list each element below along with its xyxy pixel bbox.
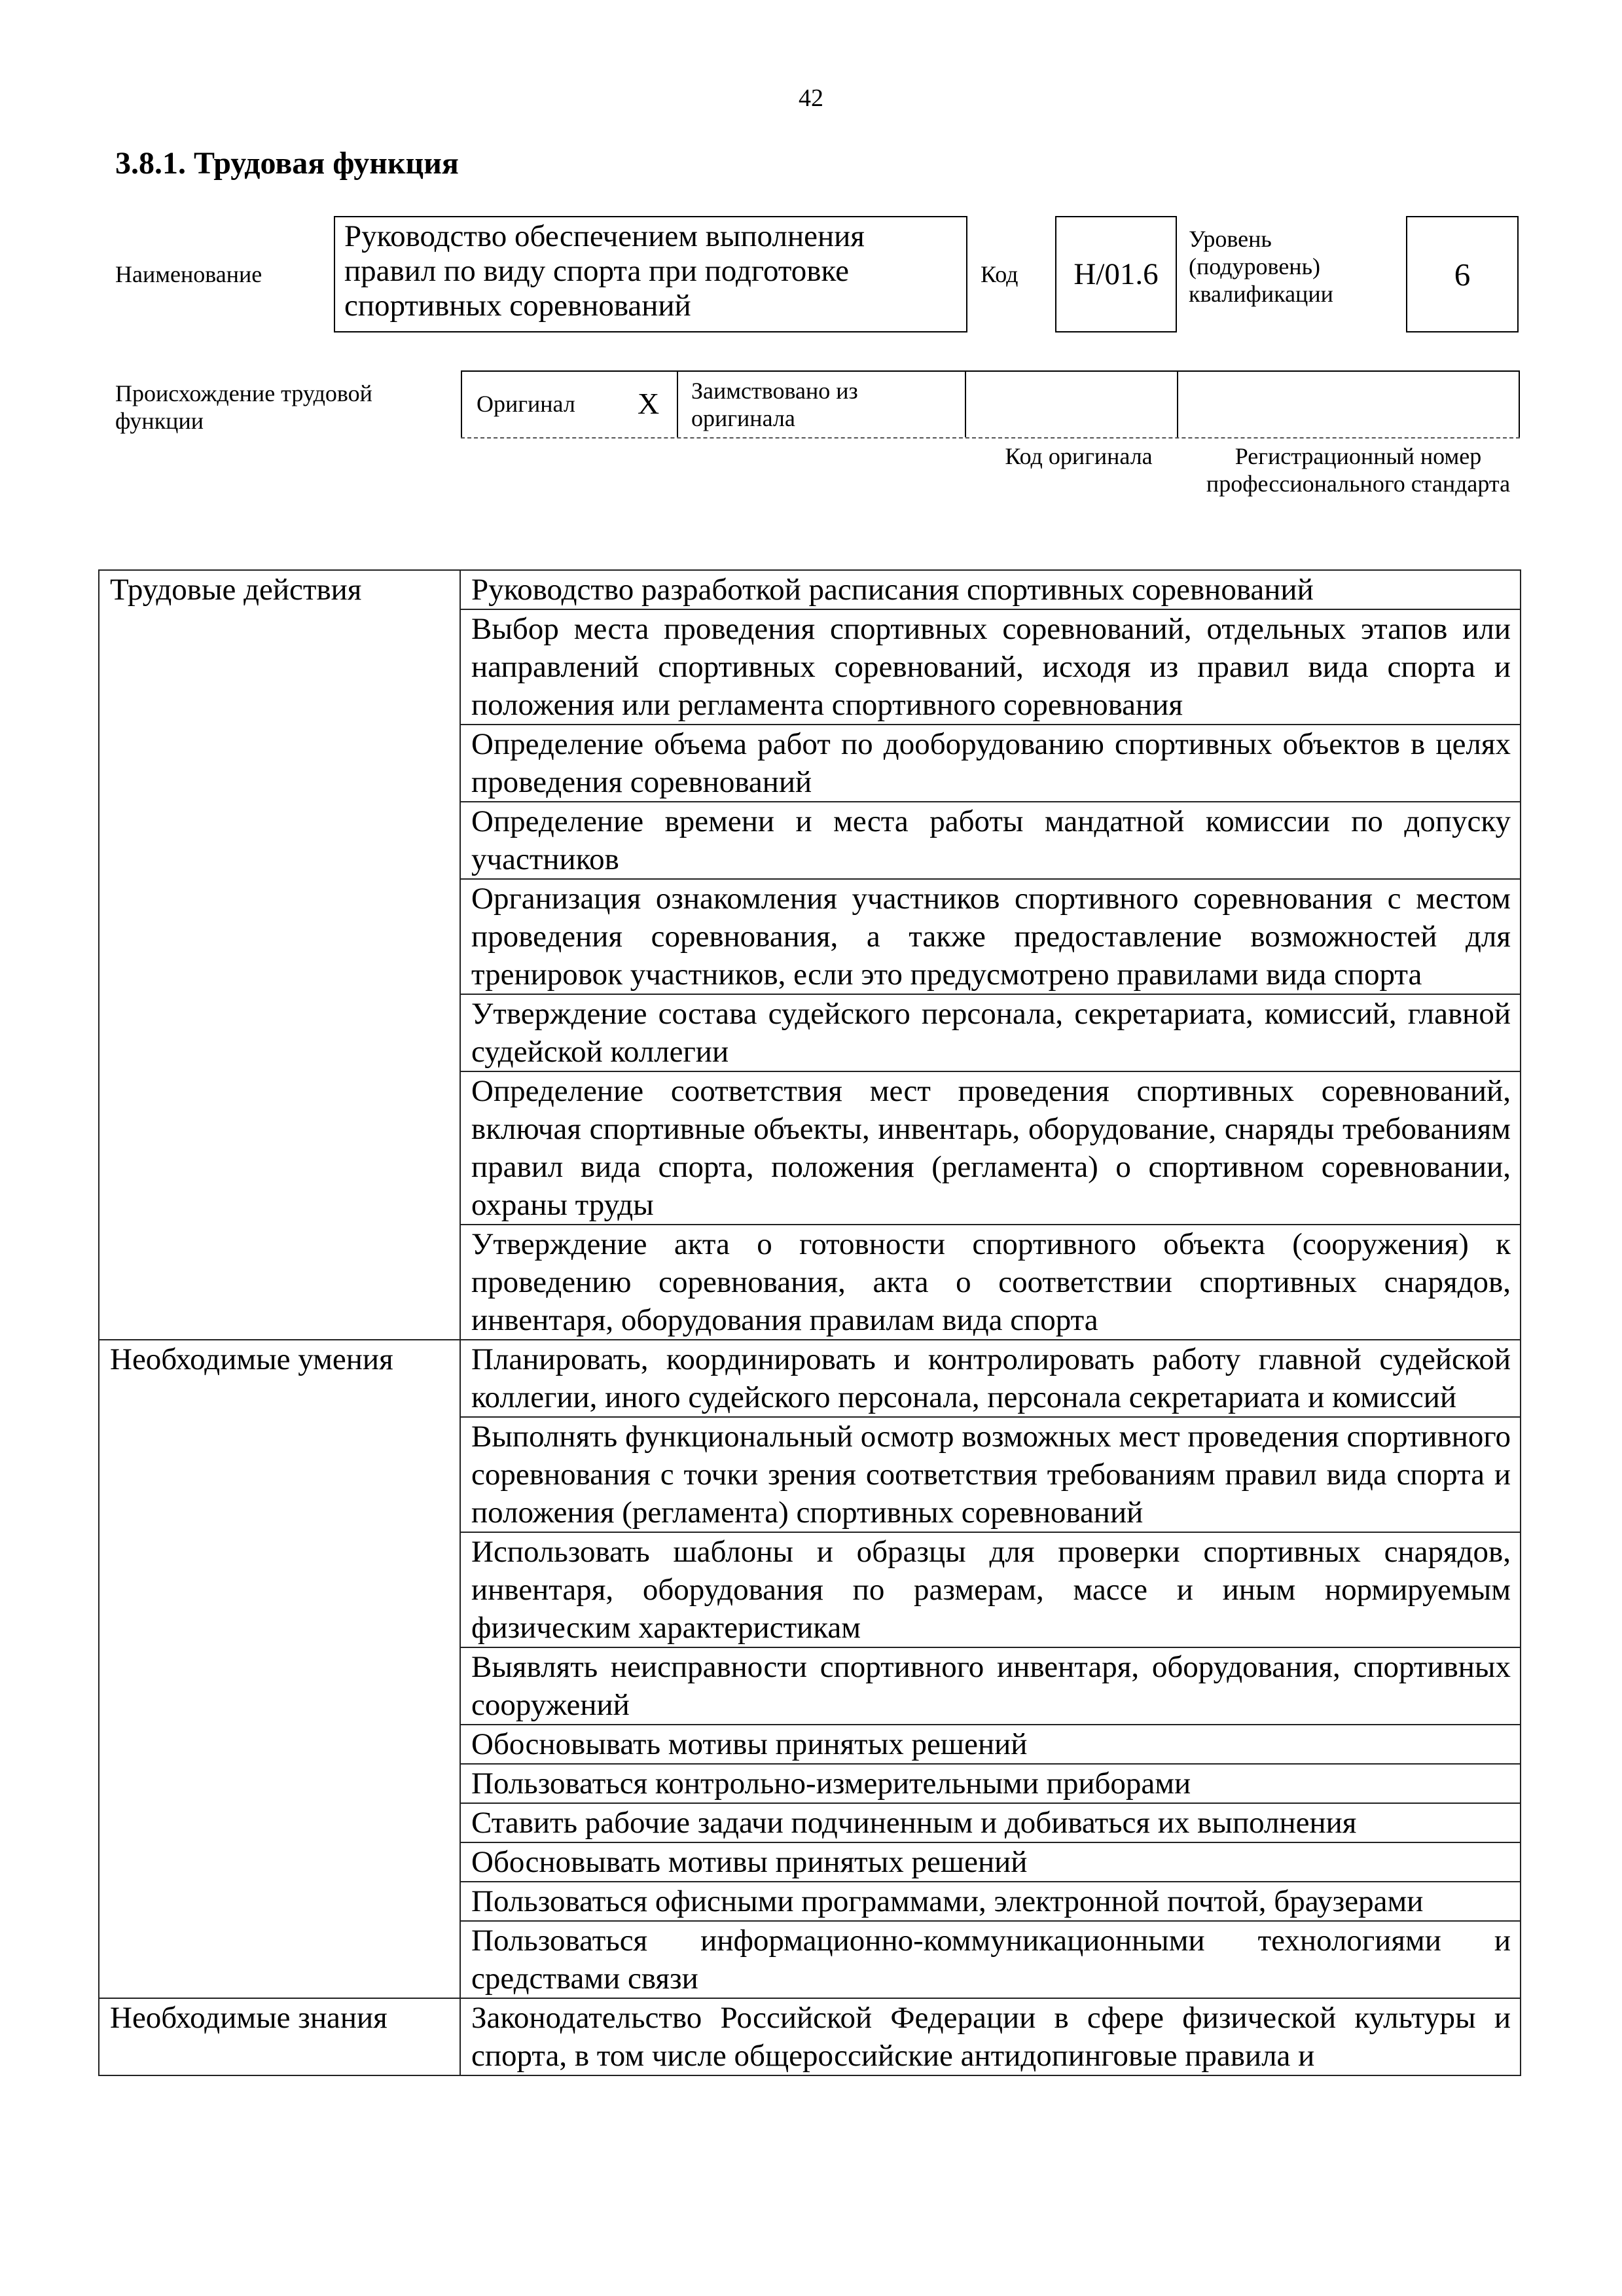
- labor-action-item: Определение объема работ по дооборудованию спортивных объектов в целях проведения соревнований: [460, 725, 1521, 802]
- section-title: 3.8.1. Трудовая функция: [115, 146, 459, 181]
- name-value: Руководство обеспечением выполнения правил по виду спорта при подготовке спортивных соревнований: [334, 216, 967, 332]
- labor-action-item: Организация ознакомления участников спортивного соревнования с местом проведения соревнования, а также предоставление возможностей для тренировок участников, если это предусмотрено правилами вида спорта: [460, 879, 1521, 994]
- name-label: Наименование: [115, 261, 262, 287]
- table-row: [99, 570, 1521, 609]
- skill-item: Использовать шаблоны и образцы для проверки спортивных снарядов, инвентаря, оборудования по размерам, массе и иным нормируемым физическим характеристикам: [460, 1532, 1521, 1647]
- code-value: Н/01.6: [1055, 216, 1177, 332]
- labor-action-item: Определение соответствия мест проведения спортивных соревнований, включая спортивные объекты, инвентарь, оборудование, снаряды требованиям правил вида спорта, положения (регламента) о спортивном соревновании, охраны труды: [460, 1071, 1521, 1225]
- level-value: 6: [1406, 216, 1519, 332]
- original-code-caption: Код оригинала: [1005, 443, 1153, 469]
- page-number: 42: [799, 84, 823, 112]
- skill-item: Обосновывать мотивы принятых решений: [460, 1842, 1521, 1882]
- origin-borrowed-label: Заимствовано из оригинала: [691, 378, 858, 431]
- labor-action-item: Руководство разработкой расписания спортивных соревнований: [460, 570, 1521, 609]
- labor-action-item: Определение времени и места работы мандатной комиссии по допуску участников: [460, 802, 1521, 879]
- origin-table: [461, 370, 1520, 439]
- skill-item: Выполнять функциональный осмотр возможных мест проведения спортивного соревнования с точки зрения соответствия требованиям правил вида спорта и положения (регламента) спортивных соревнований: [460, 1417, 1521, 1532]
- table-row: [99, 1998, 1521, 2075]
- skill-item: Планировать, координировать и контролировать работу главной судейской коллегии, иного судейского персонала, персонала секретариата и комиссий: [460, 1340, 1521, 1417]
- level-label: Уровень (подуровень) квалификации: [1189, 226, 1333, 307]
- knowledge-label: Необходимые знания: [99, 1998, 460, 2075]
- labor-action-item: Утверждение состава судейского персонала, секретариата, комиссий, главной судейской коллегии: [460, 994, 1521, 1071]
- function-details-table: [98, 569, 1521, 2076]
- skill-item: Обосновывать мотивы принятых решений: [460, 1725, 1521, 1764]
- reg-number-caption: Регистрационный номер профессионального стандарта: [1206, 443, 1511, 497]
- table-row: [99, 1340, 1521, 1417]
- skill-item: Пользоваться офисными программами, электронной почтой, браузерами: [460, 1882, 1521, 1921]
- code-label: Код: [981, 261, 1018, 287]
- labor-action-item: Утверждение акта о готовности спортивного объекта (сооружения) к проведению соревнования, акта о соответствии спортивных снарядов, инвентаря, оборудования правилам вида спорта: [460, 1225, 1521, 1340]
- skill-item: Пользоваться информационно-коммуникационными технологиями и средствами связи: [460, 1921, 1521, 1998]
- skill-item: Пользоваться контрольно-измерительными приборами: [460, 1764, 1521, 1803]
- origin-original-label: Оригинал: [477, 391, 575, 417]
- knowledge-item: Законодательство Российской Федерации в сфере физической культуры и спорта, в том числе общероссийские антидопинговые правила и: [460, 1998, 1521, 2075]
- skill-item: Ставить рабочие задачи подчиненным и добиваться их выполнения: [460, 1803, 1521, 1842]
- labor-action-item: Выбор места проведения спортивных соревнований, отдельных этапов или направлений спортивных соревнований, исходя из правил вида спорта и положения или регламента спортивного соревнования: [460, 609, 1521, 725]
- skills-label: Необходимые умения: [99, 1340, 460, 1998]
- labor-actions-label: Трудовые действия: [99, 570, 460, 1340]
- origin-label: Происхождение трудовой функции: [115, 380, 372, 434]
- origin-original-mark: X: [638, 387, 660, 420]
- skill-item: Выявлять неисправности спортивного инвентаря, оборудования, спортивных сооружений: [460, 1647, 1521, 1725]
